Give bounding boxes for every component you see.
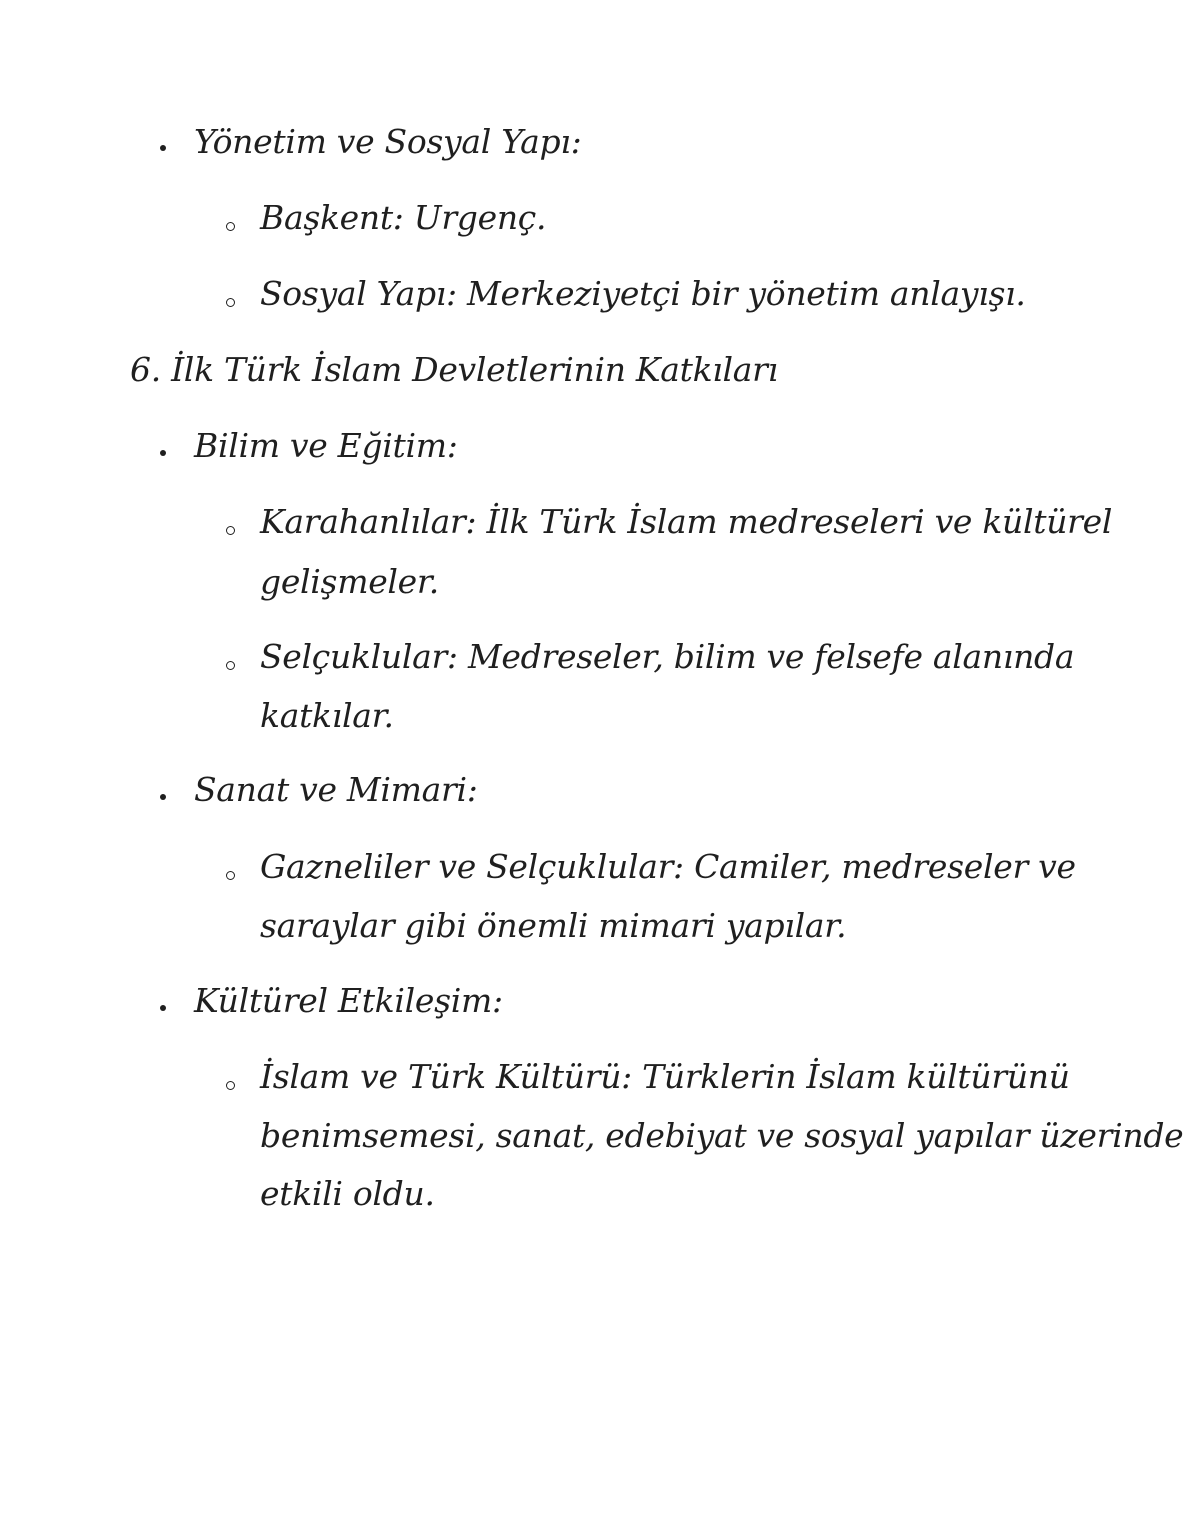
- sub-bullet-circle: [226, 222, 235, 231]
- list-item-sosyal-yapi: Sosyal Yapı: Merkeziyetçi bir yönetim anlayışı.: [260, 274, 1026, 313]
- bullet-dot: [160, 145, 166, 151]
- list-item-gazneliler-cont: saraylar gibi önemli mimari yapılar.: [260, 906, 847, 945]
- section-heading-kultur: Kültürel Etkileşim:: [194, 981, 503, 1020]
- section-heading-yonetim: Yönetim ve Sosyal Yapı:: [194, 122, 582, 161]
- sub-bullet-circle: [226, 661, 235, 670]
- section-heading-sanat: Sanat ve Mimari:: [194, 770, 478, 809]
- sub-bullet-circle: [226, 1081, 235, 1090]
- list-item-islam-turk: İslam ve Türk Kültürü: Türklerin İslam kültürünü: [260, 1057, 1070, 1096]
- bullet-dot: [160, 794, 166, 800]
- bullet-dot: [160, 450, 166, 456]
- list-item-baskent: Başkent: Urgenç.: [260, 198, 547, 237]
- list-item-selcuklular: Selçuklular: Medreseler, bilim ve felsefe alanında: [260, 637, 1075, 676]
- list-item-selcuklular-cont: katkılar.: [260, 696, 394, 735]
- list-item-gazneliler: Gazneliler ve Selçuklular: Camiler, medreseler ve: [260, 847, 1076, 886]
- page-section-title: 6. İlk Türk İslam Devletlerinin Katkıları: [130, 350, 778, 389]
- list-item-karahanlilar-cont: gelişmeler.: [260, 562, 439, 601]
- section-heading-bilim: Bilim ve Eğitim:: [194, 426, 458, 465]
- sub-bullet-circle: [226, 526, 235, 535]
- bullet-dot: [160, 1005, 166, 1011]
- sub-bullet-circle: [226, 871, 235, 880]
- list-item-islam-turk-cont2: etkili oldu.: [260, 1174, 435, 1213]
- list-item-islam-turk-cont: benimsemesi, sanat, edebiyat ve sosyal yapılar üzerinde: [260, 1116, 1183, 1155]
- list-item-karahanlilar: Karahanlılar: İlk Türk İslam medreseleri ve kültürel: [260, 502, 1113, 541]
- sub-bullet-circle: [226, 298, 235, 307]
